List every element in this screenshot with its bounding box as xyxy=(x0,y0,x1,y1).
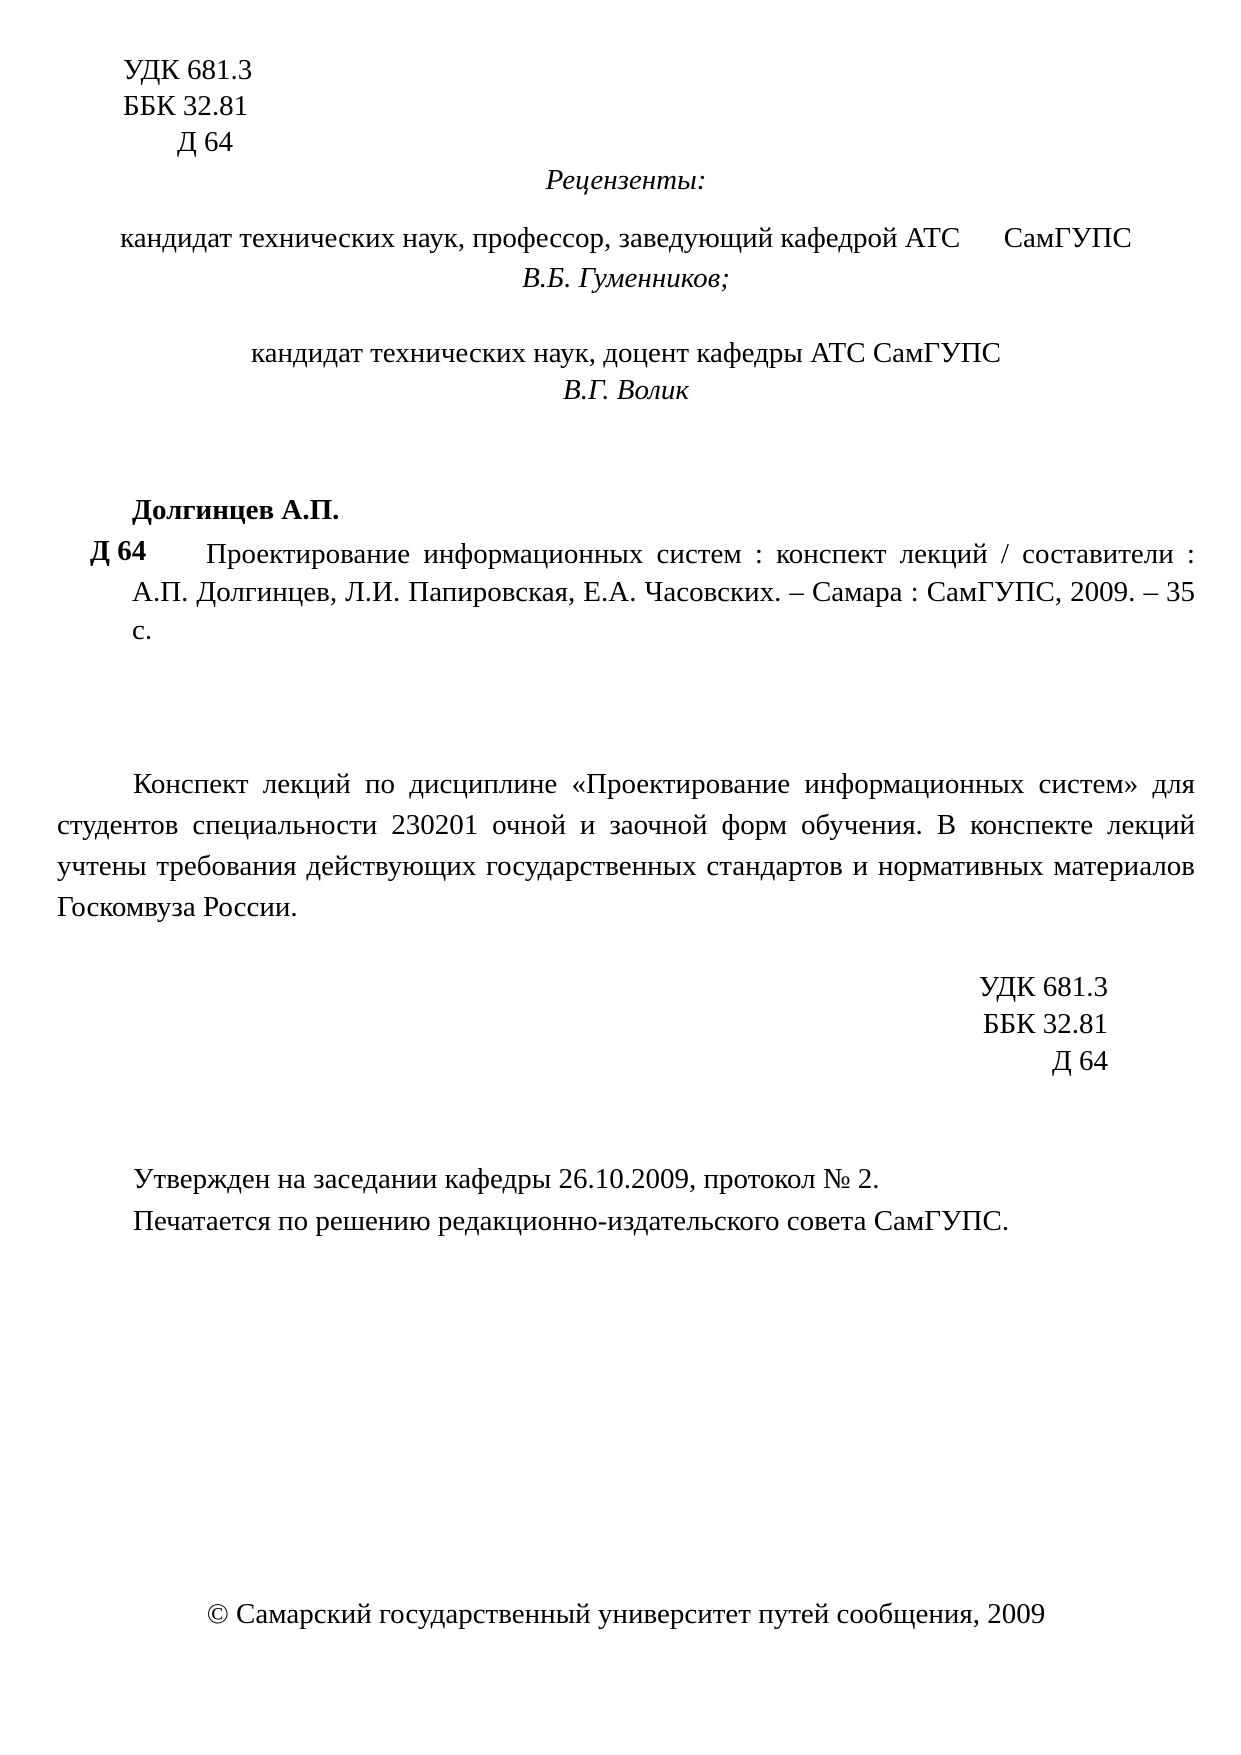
approval-line-publishing: Печатается по решению редакционно-издательского совета СамГУПС. xyxy=(133,1205,1010,1237)
udc-code: УДК 681.3 xyxy=(123,54,253,86)
reviewer1-credentials: кандидат технических наук, профессор, заведующий кафедрой АТС СамГУПС xyxy=(120,222,1132,254)
approval-block xyxy=(57,1158,1195,1242)
udc-code-right: УДК 681.3 xyxy=(978,971,1108,1003)
approval-line-protocol: Утвержден на заседании кафедры 26.10.2009, протокол № 2. xyxy=(133,1163,880,1195)
bbk-code: ББК 32.81 xyxy=(123,90,249,122)
author-sign-code-right: Д 64 xyxy=(1051,1045,1108,1077)
bbk-code-right: ББК 32.81 xyxy=(982,1008,1108,1040)
bibliography-margin-code: Д 64 xyxy=(90,535,147,567)
reviewers-heading: Рецензенты: xyxy=(545,164,707,196)
copyright-line: © Самарский государственный университет путей сообщения, 2009 xyxy=(206,1598,1046,1630)
bibliography-description: Проектирование информационных систем : конспект лекций / составители : А.П. Долгинцев, Л.И. Папировская, Е.А. Часовских. – Самара : СамГУПС, 2009. – 35 с. xyxy=(132,538,1195,646)
bibliography-author-heading: Долгинцев А.П. xyxy=(132,494,340,526)
right-classification-codes xyxy=(979,969,1108,1080)
top-classification-codes xyxy=(123,52,252,160)
reviewer2-name: В.Г. Волик xyxy=(563,374,689,406)
reviewer2-credentials: кандидат технических наук, доцент кафедры АТС СамГУПС xyxy=(251,337,1001,369)
annotation-paragraph: Конспект лекций по дисциплине «Проектирование информационных систем» для студентов специальности 230201 очной и заочной форм обучения. В конспекте лекций учтены требования действующих государственных стандартов и нормативных материалов Госкомвуза России. xyxy=(57,768,1195,923)
author-sign-code: Д 64 xyxy=(177,126,234,158)
reviewer1-name: В.Б. Гуменников; xyxy=(522,262,730,294)
